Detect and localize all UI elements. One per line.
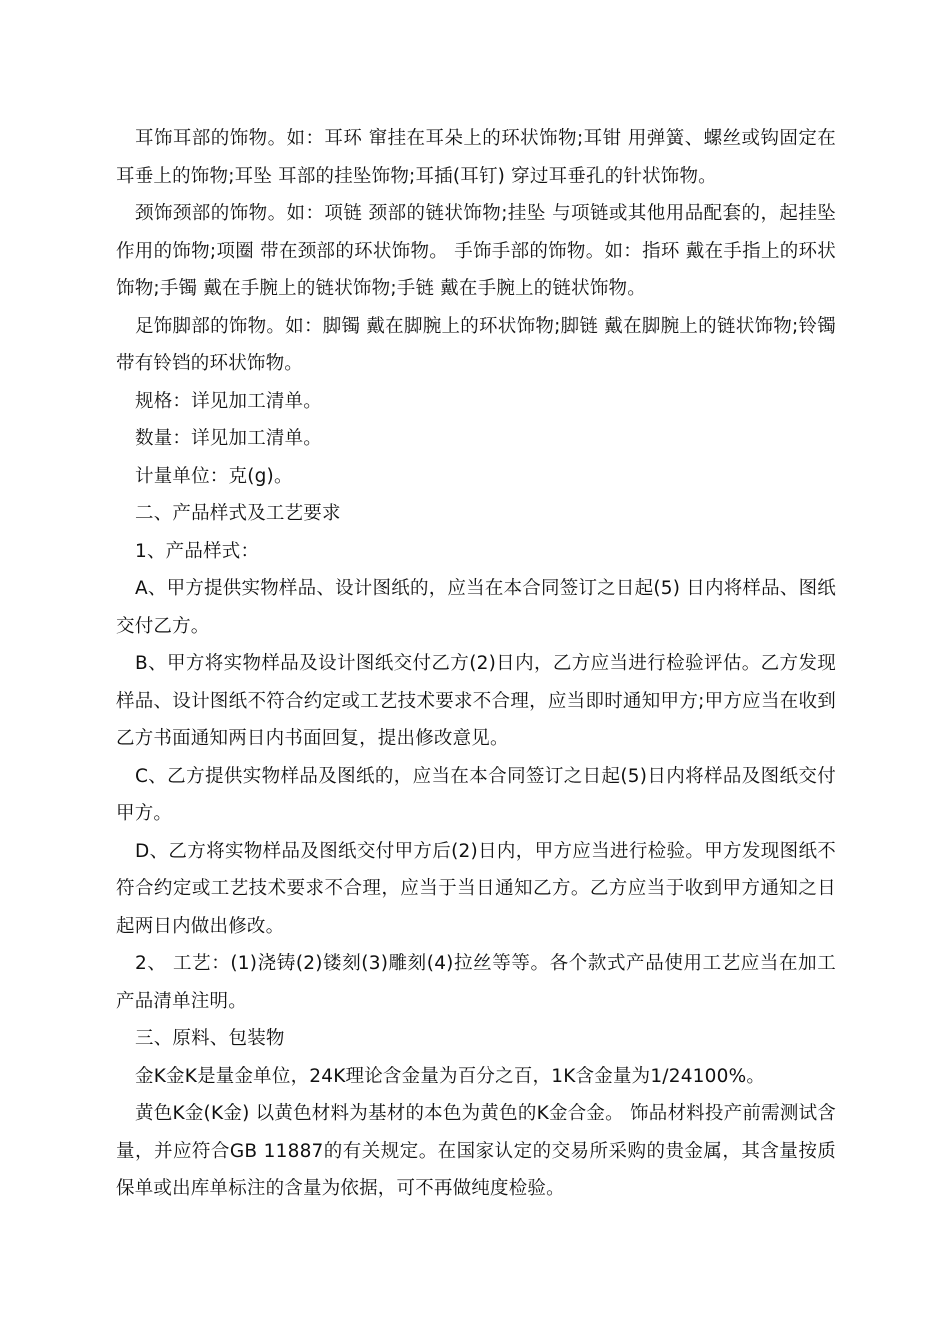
paragraph-clause-c: C、乙方提供实物样品及图纸的，应当在本合同签订之日起(5)日内将样品及图纸交付甲方。 [116,765,836,824]
subheading-product-style: 1、产品样式： [135,540,260,562]
paragraph-neck-hand-ornaments: 颈饰颈部的饰物。如：项链 颈部的链状饰物;挂坠 与项链或其他用品配套的，起挂坠作用的饰物;项圈 带在颈部的环状饰物。 手饰手部的饰物。如：指环 戴在手指上的环状饰物;手镯 戴在手腕上的链状饰物;手链 戴在手腕上的链状饰物。 [116,203,836,299]
document-body [116,120,836,1208]
paragraph-unit: 计量单位：克(g)。 [135,465,293,487]
section-heading-materials: 三、原料、包装物 [135,1028,285,1049]
paragraph-ear-ornaments: 耳饰耳部的饰物。如：耳环 窜挂在耳朵上的环状饰物;耳钳 用弹簧、螺丝或钩固定在耳垂上的饰物;耳坠 耳部的挂坠饰物;耳插(耳钉) 穿过耳垂孔的针状饰物。 [116,128,836,187]
paragraph-clause-a: A、甲方提供实物样品、设计图纸的，应当在本合同签订之日起(5) 日内将样品、图纸交付乙方。 [116,578,836,637]
paragraph-quantity: 数量：详见加工清单。 [135,428,323,449]
paragraph-gold-karat: 金K金K是量金单位，24K理论含金量为百分之百，1K含金量为1/24100%。 [135,1065,766,1087]
paragraph-clause-d: D、乙方将实物样品及图纸交付甲方后(2)日内，甲方应当进行检验。甲方发现图纸不符合约定或工艺技术要求不合理，应当于当日通知乙方。乙方应当于收到甲方通知之日起两日内做出修改。 [116,840,836,937]
section-heading-product-style: 二、产品样式及工艺要求 [135,503,341,524]
paragraph-clause-b: B、甲方将实物样品及设计图纸交付乙方(2)日内，乙方应当进行检验评估。乙方发现样品、设计图纸不符合约定或工艺技术要求不合理，应当即时通知甲方;甲方应当在收到乙方书面通知两日内书面回复，提出修改意见。 [116,653,836,749]
paragraph-foot-ornaments: 足饰脚部的饰物。如：脚镯 戴在脚腕上的环状饰物;脚链 戴在脚腕上的链状饰物;铃镯 带有铃铛的环状饰物。 [116,315,836,374]
paragraph-specification: 规格：详见加工清单。 [135,390,323,412]
paragraph-yellow-k-gold: 黄色K金(K金) 以黄色材料为基材的本色为黄色的K金合金。 饰品材料投产前需测试含量，并应符合GB 11887的有关规定。在国家认定的交易所采购的贵金属，其含量按质保单或出库单标注的含量为依据，可不再做纯度检验。 [116,1103,836,1199]
paragraph-craft: 2、 工艺：(1)浇铸(2)镂刻(3)雕刻(4)拉丝等等。各个款式产品使用工艺应当在加工产品清单注明。 [116,953,836,1012]
